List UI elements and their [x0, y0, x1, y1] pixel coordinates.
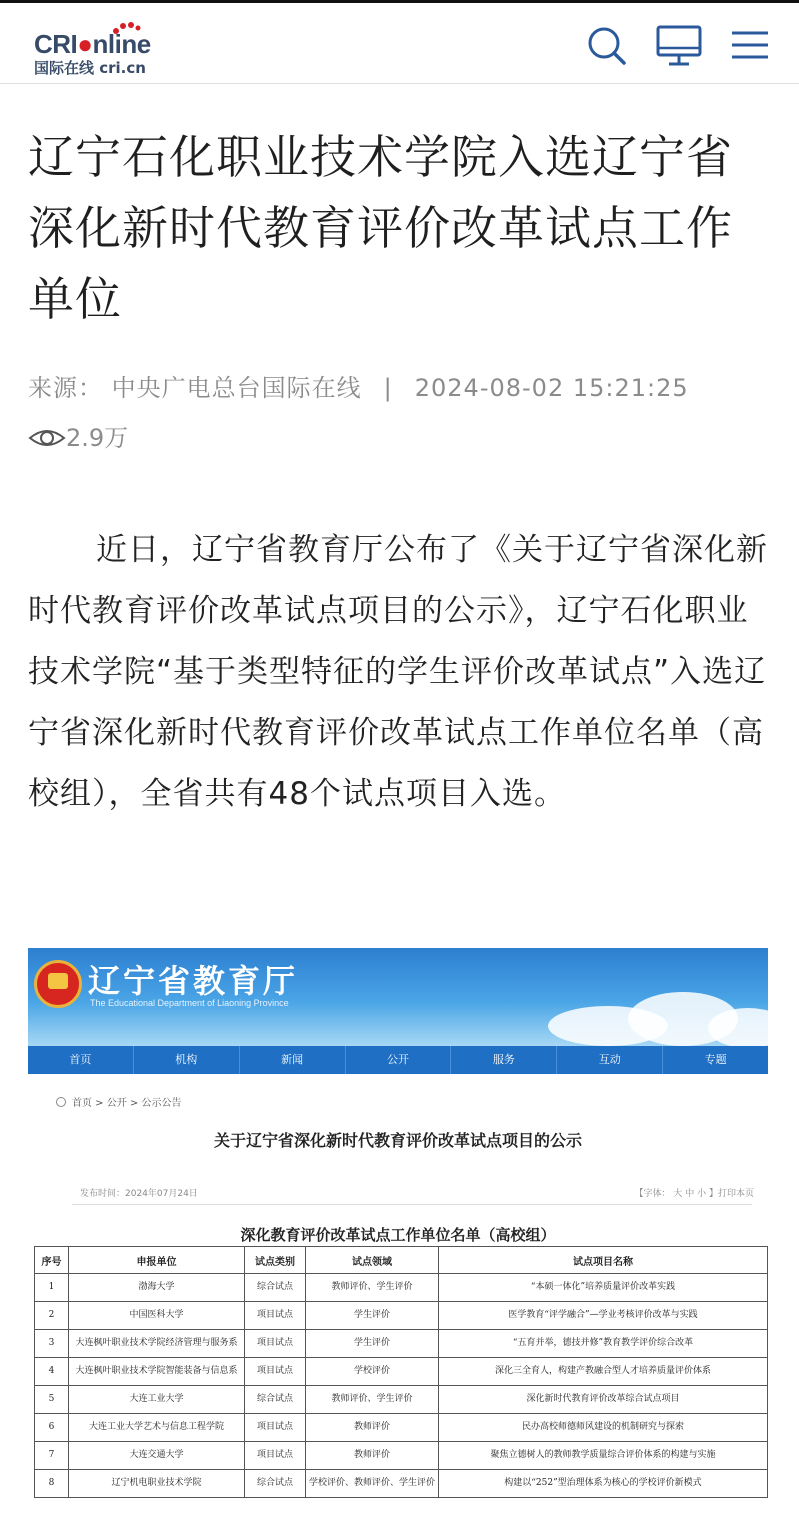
logo-o-mark: ● [77, 29, 93, 59]
table-cell: 项目试点 [245, 1442, 306, 1470]
table-cell: 民办高校师德师风建设的机制研究与探索 [439, 1414, 768, 1442]
banner-cloud [708, 1008, 768, 1048]
table-row [35, 1274, 768, 1302]
logo-brand-prefix: CRI [34, 29, 78, 59]
embedded-breadcrumb [56, 1094, 181, 1109]
table-cell: 大连工业大学 [69, 1386, 245, 1414]
search-icon [584, 23, 628, 67]
table-cell: 构建以“252”型治理体系为核心的学校评价新模式 [439, 1470, 768, 1498]
logo-brand [34, 29, 151, 60]
table-cell: 4 [35, 1358, 69, 1386]
embedded-breadcrumb-text: 首页 > 公开 > 公示公告 [72, 1098, 182, 1109]
table-cell: 教师评价、学生评价 [306, 1274, 439, 1302]
table-cell: 学校评价 [306, 1358, 439, 1386]
table-cell: 1 [35, 1274, 69, 1302]
logo-brand-suffix: nline [92, 29, 151, 59]
table-cell: 综合试点 [245, 1386, 306, 1414]
embedded-site-name: 辽宁省教育厅 [88, 962, 299, 1000]
article-source: 来源： 中央广电总台国际在线 [28, 374, 362, 402]
table-cell: “本硕一体化”培养质量评价改革实践 [439, 1274, 768, 1302]
table-cell: 项目试点 [245, 1330, 306, 1358]
column-header: 申报单位 [69, 1247, 245, 1274]
table-cell: 8 [35, 1470, 69, 1498]
embedded-nav-item: 公开 [345, 1046, 451, 1074]
table-cell: 深化三全育人，构建产教融合型人才培养质量评价体系 [439, 1358, 768, 1386]
table-cell: 项目试点 [245, 1414, 306, 1442]
table-cell: 聚焦立德树人的教师教学质量综合评价体系的构建与实施 [439, 1442, 768, 1470]
table-row [35, 1386, 768, 1414]
table-header-row [35, 1247, 768, 1274]
table-row [35, 1358, 768, 1386]
embedded-publish-date: 发布时间：2024年07月24日 [80, 1189, 198, 1199]
embedded-nav-item: 互动 [556, 1046, 662, 1074]
table-cell: 5 [35, 1386, 69, 1414]
view-count [28, 420, 128, 456]
column-header: 序号 [35, 1247, 69, 1274]
table-row [35, 1414, 768, 1442]
table-cell: 辽宁机电职业技术学院 [69, 1470, 245, 1498]
cri-online-logo[interactable] [34, 23, 174, 79]
embedded-banner [28, 948, 768, 1046]
view-count-value: 2.9万 [66, 424, 129, 452]
table-cell: 医学教育“评学融合”—学业考核评价改革与实践 [439, 1302, 768, 1330]
embedded-table-title: 深化教育评价改革试点工作单位名单（高校组） [240, 1226, 556, 1244]
column-header: 试点领域 [306, 1247, 439, 1274]
column-header: 试点类别 [245, 1247, 306, 1274]
table-row [35, 1442, 768, 1470]
embedded-nav-item: 首页 [69, 1053, 92, 1066]
embedded-divider [72, 1204, 752, 1205]
emblem-icon [34, 960, 82, 1008]
table-cell: “五育并举，德技并修”教育教学评价综合改革 [439, 1330, 768, 1358]
embedded-nav-item: 机构 [133, 1046, 239, 1074]
table-cell: 大连工业大学艺术与信息工程学院 [69, 1414, 245, 1442]
embedded-nav-item: 专题 [662, 1046, 768, 1074]
embedded-font-tools: 【字体： 大 中 小 】打印本页 [634, 1189, 754, 1199]
location-pin-icon [56, 1097, 66, 1107]
table-cell: 综合试点 [245, 1470, 306, 1498]
meta-separator: | [383, 374, 393, 402]
top-bar [0, 0, 799, 84]
table-cell: 学校评价、教师评价、学生评价 [306, 1470, 439, 1498]
menu-button[interactable] [730, 23, 774, 67]
embedded-notice-title: 关于辽宁省深化新时代教育评价改革试点项目的公示 [213, 1131, 582, 1150]
table-cell: 教师评价 [306, 1414, 439, 1442]
embedded-nav-item: 新闻 [239, 1046, 345, 1074]
table-cell: 项目试点 [245, 1358, 306, 1386]
table-cell: 深化新时代教育评价改革综合试点项目 [439, 1386, 768, 1414]
embedded-nav-item: 服务 [450, 1046, 556, 1074]
table-cell: 中国医科大学 [69, 1302, 245, 1330]
table-cell: 2 [35, 1302, 69, 1330]
table-cell: 教师评价 [306, 1442, 439, 1470]
monitor-icon [656, 23, 702, 67]
table-cell: 7 [35, 1442, 69, 1470]
article-meta [28, 370, 788, 406]
table-row [35, 1470, 768, 1498]
table-cell: 大连枫叶职业技术学院智能装备与信息系 [69, 1358, 245, 1386]
article-paragraph: 近日，辽宁省教育厅公布了《关于辽宁省深化新时代教育评价改革试点项目的公示》，辽宁石化职业技术学院“基于类型特征的学生评价改革试点”入选辽宁省深化新时代教育评价改革试点工作单位名单（高校组），全省共有48个试点项目入选。 [28, 532, 768, 812]
table-row [35, 1330, 768, 1358]
column-header: 试点项目名称 [439, 1247, 768, 1274]
table-cell: 教师评价、学生评价 [306, 1386, 439, 1414]
monitor-button[interactable] [656, 23, 700, 67]
menu-icon [730, 23, 770, 67]
table-cell: 6 [35, 1414, 69, 1442]
embedded-table [34, 1246, 768, 1498]
table-cell: 大连枫叶职业技术学院经济管理与服务系 [69, 1330, 245, 1358]
table-cell: 综合试点 [245, 1274, 306, 1302]
table-cell: 渤海大学 [69, 1274, 245, 1302]
table-cell: 学生评价 [306, 1330, 439, 1358]
table-cell: 3 [35, 1330, 69, 1358]
table-cell: 大连交通大学 [69, 1442, 245, 1470]
embedded-nav [28, 1046, 768, 1074]
search-button[interactable] [584, 23, 628, 67]
table-cell: 学生评价 [306, 1302, 439, 1330]
article-image [28, 948, 768, 1520]
table-cell: 项目试点 [245, 1302, 306, 1330]
eye-icon [28, 426, 66, 450]
logo-subtitle: 国际在线 cri.cn [34, 59, 146, 77]
article-datetime: 2024-08-02 15:21:25 [414, 374, 689, 402]
embedded-site-name-en: The Educational Department of Liaoning Province [90, 998, 289, 1008]
article-title: 辽宁石化职业技术学院入选辽宁省深化新时代教育评价改革试点工作单位 [28, 130, 733, 326]
table-row [35, 1302, 768, 1330]
